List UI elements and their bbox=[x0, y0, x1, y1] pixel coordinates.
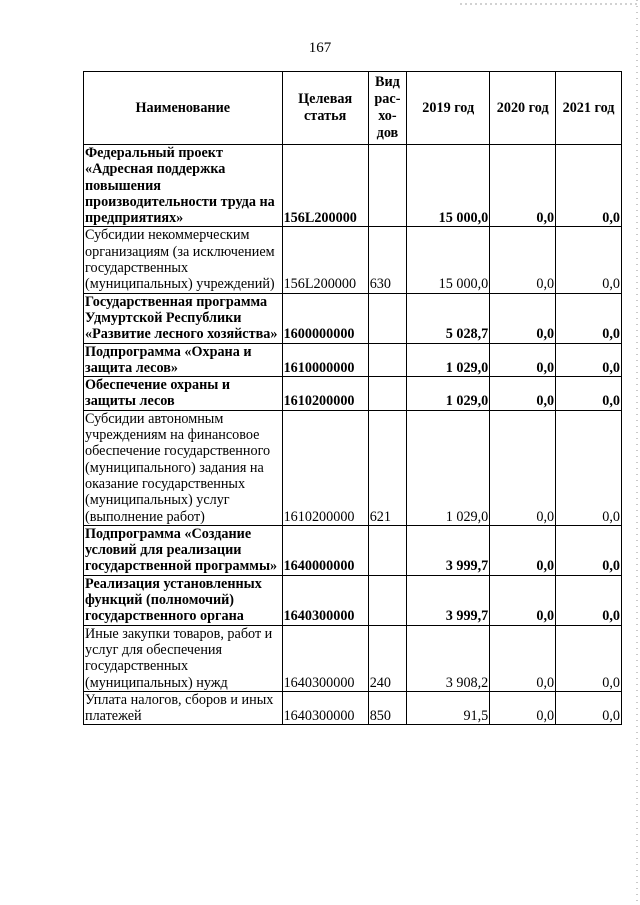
header-code: Целевая статья bbox=[282, 72, 368, 145]
header-vid: Вид рас-хо-дов bbox=[368, 72, 407, 145]
row-vid: 850 bbox=[368, 691, 407, 725]
row-vid: 621 bbox=[368, 410, 407, 525]
row-2021: 0,0 bbox=[556, 145, 622, 227]
table-row bbox=[84, 293, 622, 343]
row-code: 1640300000 bbox=[282, 625, 368, 691]
table-row bbox=[84, 227, 622, 293]
row-name: Уплата налогов, сборов и иных платежей bbox=[84, 691, 283, 725]
row-2019: 91,5 bbox=[407, 691, 490, 725]
table-row bbox=[84, 691, 622, 725]
row-code: 156L200000 bbox=[282, 227, 368, 293]
table-header-row bbox=[84, 72, 622, 145]
row-2021: 0,0 bbox=[556, 575, 622, 625]
budget-table bbox=[83, 71, 622, 725]
row-2019: 15 000,0 bbox=[407, 145, 490, 227]
table-row bbox=[84, 410, 622, 525]
row-code: 1610200000 bbox=[282, 377, 368, 411]
row-code: 1610000000 bbox=[282, 343, 368, 377]
header-name: Наименование bbox=[84, 72, 283, 145]
table-row bbox=[84, 625, 622, 691]
table-row bbox=[84, 343, 622, 377]
header-2019: 2019 год bbox=[407, 72, 490, 145]
row-code: 1640000000 bbox=[282, 525, 368, 575]
row-name: Субсидии некоммерческим организациям (за исключением государственных (муниципальных) учреждений) bbox=[84, 227, 283, 293]
row-2021: 0,0 bbox=[556, 410, 622, 525]
row-2020: 0,0 bbox=[490, 625, 556, 691]
row-vid: 630 bbox=[368, 227, 407, 293]
row-2020: 0,0 bbox=[490, 575, 556, 625]
row-code: 156L200000 bbox=[282, 145, 368, 227]
header-2020: 2020 год bbox=[490, 72, 556, 145]
row-vid bbox=[368, 377, 407, 411]
row-2021: 0,0 bbox=[556, 293, 622, 343]
row-name: Подпрограмма «Охрана и защита лесов» bbox=[84, 343, 283, 377]
row-code: 1600000000 bbox=[282, 293, 368, 343]
row-2021: 0,0 bbox=[556, 343, 622, 377]
row-code: 1640300000 bbox=[282, 575, 368, 625]
row-2019: 1 029,0 bbox=[407, 343, 490, 377]
table-row bbox=[84, 575, 622, 625]
row-2019: 1 029,0 bbox=[407, 377, 490, 411]
row-2020: 0,0 bbox=[490, 377, 556, 411]
row-2020: 0,0 bbox=[490, 293, 556, 343]
row-2021: 0,0 bbox=[556, 227, 622, 293]
row-2021: 0,0 bbox=[556, 625, 622, 691]
header-2021: 2021 год bbox=[556, 72, 622, 145]
row-2020: 0,0 bbox=[490, 343, 556, 377]
row-name: Реализация установленных функций (полномочий) государственного органа bbox=[84, 575, 283, 625]
table-row bbox=[84, 145, 622, 227]
row-name: Субсидии автономным учреждениям на финансовое обеспечение государственного (муниципального) задания на оказание государственных (муниципальных) услуг (выполнение работ) bbox=[84, 410, 283, 525]
table-body bbox=[84, 145, 622, 725]
row-vid bbox=[368, 293, 407, 343]
table-row bbox=[84, 377, 622, 411]
row-name: Государственная программа Удмуртской Республики «Развитие лесного хозяйства» bbox=[84, 293, 283, 343]
row-name: Федеральный проект «Адресная поддержка повышения производительности труда на предприятиях» bbox=[84, 145, 283, 227]
row-vid bbox=[368, 145, 407, 227]
row-2019: 5 028,7 bbox=[407, 293, 490, 343]
table-row bbox=[84, 525, 622, 575]
row-name: Иные закупки товаров, работ и услуг для обеспечения государственных (муниципальных) нужд bbox=[84, 625, 283, 691]
row-vid bbox=[368, 575, 407, 625]
page-number: 167 bbox=[308, 40, 332, 56]
row-2021: 0,0 bbox=[556, 525, 622, 575]
row-vid: 240 bbox=[368, 625, 407, 691]
row-vid bbox=[368, 343, 407, 377]
row-2020: 0,0 bbox=[490, 145, 556, 227]
row-2020: 0,0 bbox=[490, 227, 556, 293]
row-2021: 0,0 bbox=[556, 691, 622, 725]
row-code: 1640300000 bbox=[282, 691, 368, 725]
row-name: Обеспечение охраны и защиты лесов bbox=[84, 377, 283, 411]
row-2019: 3 999,7 bbox=[407, 575, 490, 625]
scan-edge-dots-top bbox=[460, 3, 640, 5]
row-2020: 0,0 bbox=[490, 525, 556, 575]
row-2019: 15 000,0 bbox=[407, 227, 490, 293]
row-2021: 0,0 bbox=[556, 377, 622, 411]
row-name: Подпрограмма «Создание условий для реализации государственной программы» bbox=[84, 525, 283, 575]
row-2019: 3 999,7 bbox=[407, 525, 490, 575]
row-vid bbox=[368, 525, 407, 575]
scan-edge-dots-right bbox=[636, 0, 638, 905]
row-2020: 0,0 bbox=[490, 410, 556, 525]
row-2019: 3 908,2 bbox=[407, 625, 490, 691]
row-2019: 1 029,0 bbox=[407, 410, 490, 525]
row-code: 1610200000 bbox=[282, 410, 368, 525]
row-2020: 0,0 bbox=[490, 691, 556, 725]
